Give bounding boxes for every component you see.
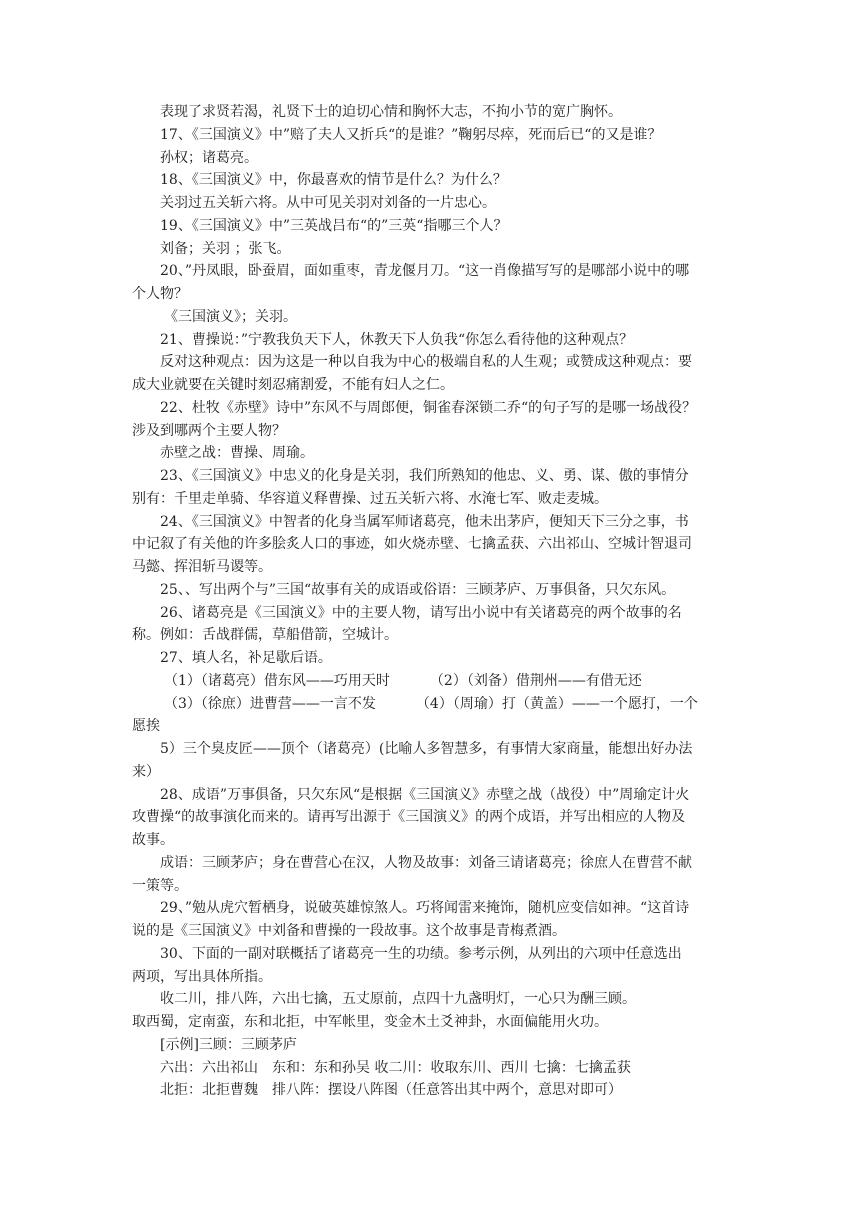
- answer-18: 关羽过五关斩六将。从中可见关羽对刘备的一片忠心。: [160, 195, 496, 211]
- question-17: 17、《三国演义》中”赔了夫人又折兵“的是谁？”鞠躬尽瘁，死而后已“的又是谁？: [160, 126, 662, 143]
- proverb-2: （2）（刘备）借荆州——有借无还: [429, 672, 642, 689]
- proverb-5-cont: 来）: [132, 763, 160, 780]
- answer-22: 赤壁之战：曹操、周瑜。: [160, 445, 314, 462]
- answer-28: 成语：三顾茅庐；身在曹营心在汉，人物及故事：刘备三请诸葛亮；徐庶人在曹营不献: [160, 854, 692, 871]
- question-22-cont: 涉及到哪两个主要人物？: [132, 422, 286, 439]
- answer-30-row-1: [132, 1057, 732, 1080]
- proverb-row-1: [132, 670, 732, 693]
- question-29-cont: 说的是《三国演义》中刘备和曹操的一段故事。这个故事是青梅煮酒。: [132, 923, 566, 939]
- answer-30-row-2: [132, 1079, 732, 1102]
- answer-30-item-2: 东和：东和孙吴 收二川：收取东川、西川 七擒：七擒孟获: [272, 1059, 631, 1076]
- document-body: [132, 101, 732, 1102]
- proverb-row-2: [132, 693, 732, 716]
- proverb-1: （1）（诸葛亮）借东风——巧用天时: [164, 672, 390, 689]
- question-23-cont: 别有：千里走单骑、华容道义释曹操、过五关斩六将、水淹七军、败走麦城。: [132, 490, 608, 507]
- proverb-3: （3）（徐庶）进曹营——一言不发: [164, 695, 376, 712]
- question-28: 28、成语”万事俱备，只欠东风“是根据《三国演义》赤壁之战（战役）中”周瑜定计火: [160, 786, 690, 803]
- answer-17: 孙权；诸葛亮。: [160, 149, 258, 166]
- answer-28-cont: 一策等。: [132, 877, 188, 894]
- question-26-cont: 称。例如：舌战群儒，草船借箭，空城计。: [132, 627, 398, 644]
- question-19: 19、《三国演义》中”三英战吕布“的”三英“指哪三个人？: [160, 217, 508, 234]
- answer-30-item-4: 排八阵：摆设八阵图（任意答出其中两个，意思对即可）: [272, 1082, 622, 1099]
- question-25: 25、、写出两个与”三国“故事有关的成语或俗语：三顾茅庐、万事俱备，只欠东风。: [160, 581, 676, 598]
- couplet-line-2: 取西蜀，定南蛮，东和北拒，中军帐里，变金木土爻神卦，水面偏能用火功。: [132, 1014, 608, 1030]
- answer-19: 刘备；关羽 ；张飞。: [160, 240, 291, 257]
- question-26: 26、诸葛亮是《三国演义》中的主要人物，请写出小说中有关诸葛亮的两个故事的名: [160, 604, 682, 621]
- question-22: 22、杜牧《赤壁》诗中”东风不与周郎便，铜雀春深锁二乔“的句子写的是哪一场战役？: [160, 399, 697, 416]
- question-24-cont: 中记叙了有关他的许多脍炙人口的事迹，如火烧赤壁、七擒孟获、六出祁山、空城计智退司: [132, 536, 692, 553]
- question-29: 29、”勉从虎穴暂栖身，说破英雄惊煞人。巧将闻雷来掩饰，随机应变信如神。“这首诗: [160, 900, 690, 917]
- question-28-cont2: 故事。: [132, 832, 174, 848]
- question-20: 20、”丹凤眼，卧蚕眉，面如重枣，青龙偃月刀。“这一肖像描写写的是哪部小说中的哪: [160, 263, 690, 280]
- question-21: 21、曹操说：”宁教我负天下人，休教天下人负我“你怎么看待他的这种观点？: [160, 331, 634, 348]
- answer-20: 《三国演义》；关羽。: [164, 308, 297, 325]
- text-line: 表现了求贤若渴，礼贤下士的迫切心情和胸怀大志，不拘小节的宽广胸怀。: [160, 104, 622, 120]
- question-27: 27、填人名，补足歇后语。: [160, 650, 332, 666]
- proverb-4: （4）（周瑜）打（黄盖）——一个愿打，一个: [415, 695, 698, 712]
- question-30-cont: 两项，写出具体所指。: [132, 968, 272, 985]
- question-24: 24、《三国演义》中智者的化身当属军师诸葛亮，他未出茅庐，便知天下三分之事，书: [160, 513, 689, 530]
- question-24-cont2: 马懿、挥泪斩马谡等。: [132, 559, 272, 575]
- answer-30-item-1: 六出：六出祁山: [160, 1059, 258, 1076]
- proverb-4-cont: 愿挨: [132, 718, 160, 735]
- answer-21-cont: 成大业就要在关键时刻忍痛割爱，不能有妇人之仁。: [132, 377, 454, 393]
- proverb-5: 5）三个臭皮匠——顶个（诸葛亮）(比喻人多智慧多，有事情大家商量，能想出好办法: [160, 741, 693, 757]
- question-28-cont: 攻曹操“的故事演化而来的。请再写出源于《三国演义》的两个成语，并写出相应的人物及: [132, 809, 686, 826]
- question-23: 23、《三国演义》中忠义的化身是关羽，我们所熟知的他忠、义、勇、谋、傲的事情分: [160, 468, 689, 484]
- answer-21: 反对这种观点：因为这是一种以自我为中心的极端自私的人生观；或赞成这种观点：要: [160, 354, 692, 371]
- question-30: 30、下面的一副对联概括了诸葛亮一生的功绩。参考示例，从列出的六项中任意选出: [160, 945, 682, 962]
- question-18: 18、《三国演义》中，你最喜欢的情节是什么？为什么？: [160, 172, 507, 189]
- couplet-line-1: 收二川，排八阵，六出七擒，五丈原前，点四十九盏明灯，一心只为酬三顾。: [160, 991, 636, 1008]
- question-20-cont: 个人物？: [132, 286, 188, 302]
- example-line: [示例]三顾：三顾茅庐: [160, 1036, 297, 1053]
- answer-30-item-3: 北拒：北拒曹魏: [160, 1082, 258, 1099]
